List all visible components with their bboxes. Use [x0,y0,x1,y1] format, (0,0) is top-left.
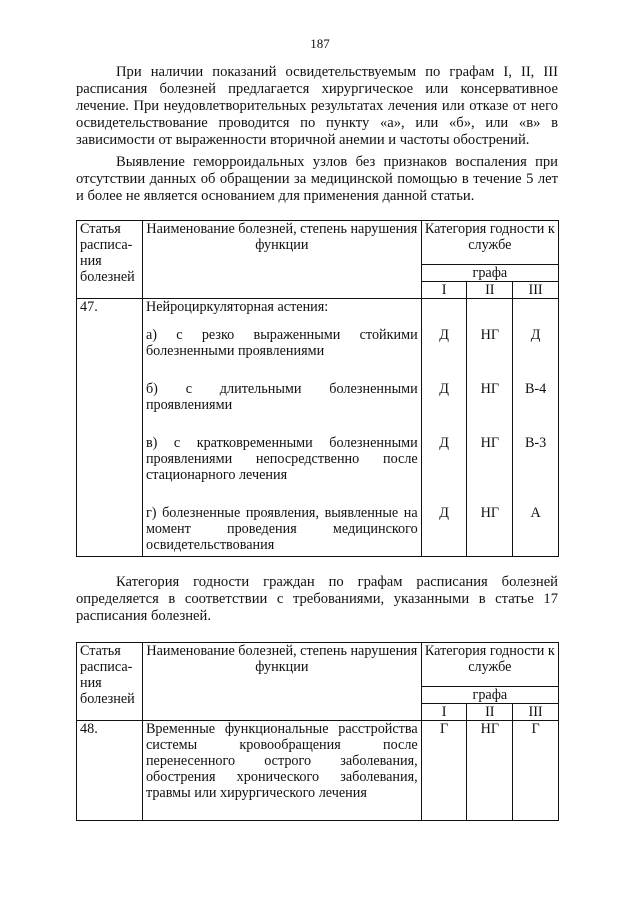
grafa-3-value: Г [513,721,559,821]
grafa-1-a: Д [439,327,449,343]
disease-title: Нейроциркуляторная астения: [145,299,329,315]
grafa-2-values [467,299,513,557]
header-disease-name: Наименование болезней, степень нарушения функции [142,643,421,721]
grafa-3-g: А [530,505,541,521]
header-article: Статья расписа-ния болезней [77,221,143,299]
grafa-3-b: В-4 [524,381,547,397]
grafa-2-v: НГ [480,435,500,451]
header-col-1: I [421,282,467,299]
article-number: 47. [77,299,143,557]
grafa-1-g: Д [439,505,449,521]
paragraph-category-article-17: Категория годности граждан по графам расписания болезней определяется в соответствии с требованиями, указанными в статье 17 расписания болезней. [76,574,558,624]
header-fitness-category: Категория годности к службе [421,643,558,687]
header-grafa: графа [421,265,558,282]
grafa-3-values [513,299,559,557]
disease-description: Временные функциональные расстройства системы кровообращения после перенесенного острого заболевания, обострения хронического заболевания, травмы или хирургического лечения [142,721,421,821]
article-number: 48. [77,721,143,821]
disease-description-cell [142,299,421,557]
grafa-1-v: Д [439,435,449,451]
grafa-2-b: НГ [480,381,500,397]
paragraph-hemorrhoids: Выявление геморроидальных узлов без признаков воспаления при отсутствии данных об обращении за медицинской помощью в течение 5 лет и более не является основанием для применения данной статьи. [76,154,558,204]
paragraph-treatment: При наличии показаний освидетельствуемым по графам I, II, III расписания болезней предлагается хирургическое или консервативное лечение. При неудовлетворительных результатах лечения или отказе от него освидетельствование проводится по пункту «а», или «б», или «в» в зависимости от выраженности вторичной анемии и частоты обострений. [76,64,558,148]
header-grafa: графа [421,687,558,704]
header-col-3: III [513,704,559,721]
grafa-2-a: НГ [480,327,500,343]
subitem-a: а) с резко выраженными стойкими болезненными проявлениями [145,327,418,359]
grafa-1-b: Д [439,381,449,397]
header-col-2: II [467,704,513,721]
grafa-2-value: НГ [467,721,513,821]
schedule-table-47 [76,220,559,557]
header-disease-name: Наименование болезней, степень нарушения функции [142,221,421,299]
header-col-3: III [513,282,559,299]
subitem-b: б) с длительными болезненными проявлениями [145,381,418,413]
grafa-2-g: НГ [480,505,500,521]
subitem-g: г) болезненные проявления, выявленные на момент проведения медицинского освидетельствования [145,505,418,553]
grafa-3-v: В-3 [524,435,547,451]
page-number: 187 [310,36,330,51]
schedule-table-48 [76,642,559,821]
grafa-1-value: Г [421,721,467,821]
grafa-3-a: Д [530,327,541,343]
header-col-2: II [467,282,513,299]
header-col-1: I [421,704,467,721]
header-fitness-category: Категория годности к службе [421,221,558,265]
grafa-1-values [421,299,467,557]
subitem-v: в) с кратковременными болезненными проявлениями непосредственно после стационарного лечения [145,435,418,483]
header-article: Статья расписа-ния болезней [77,643,143,721]
